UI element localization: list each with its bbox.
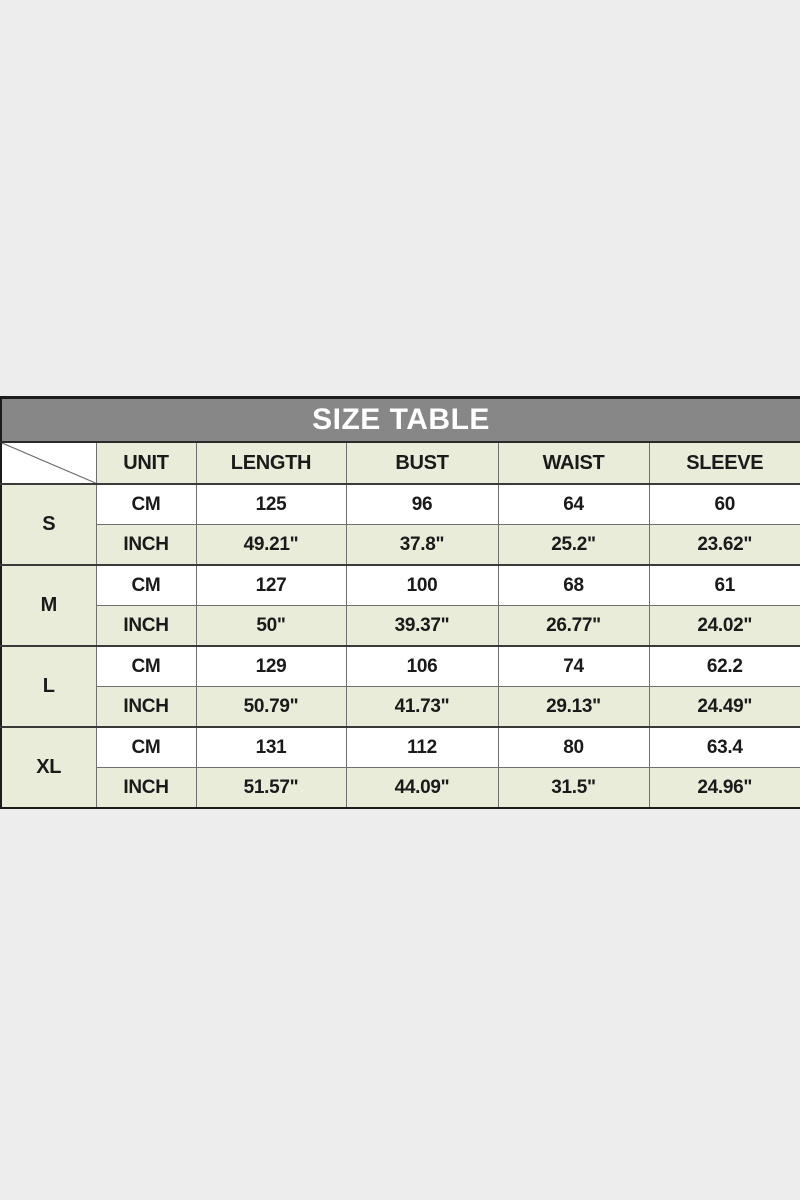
table-row-l-cm	[1, 646, 800, 687]
value-s-length-cm: 125	[196, 484, 346, 525]
value-l-waist-inch: 29.13"	[498, 687, 649, 728]
unit-label-inch: INCH	[96, 525, 196, 566]
value-s-sleeve-cm: 60	[649, 484, 800, 525]
size-label-l: L	[1, 646, 96, 727]
unit-label-inch: INCH	[96, 768, 196, 809]
size-label-xl: XL	[1, 727, 96, 808]
size-table-container	[0, 396, 800, 809]
value-xl-length-cm: 131	[196, 727, 346, 768]
unit-label-inch: INCH	[96, 687, 196, 728]
header-row	[1, 442, 800, 484]
value-m-waist-inch: 26.77"	[498, 606, 649, 647]
value-m-waist-cm: 68	[498, 565, 649, 606]
size-label-s: S	[1, 484, 96, 565]
value-m-bust-cm: 100	[346, 565, 498, 606]
table-row-xl-inch	[1, 768, 800, 809]
value-m-sleeve-cm: 61	[649, 565, 800, 606]
value-xl-bust-inch: 44.09"	[346, 768, 498, 809]
size-table	[0, 396, 800, 809]
diagonal-line-icon	[2, 443, 96, 483]
value-s-bust-inch: 37.8"	[346, 525, 498, 566]
value-xl-length-inch: 51.57"	[196, 768, 346, 809]
value-l-waist-cm: 74	[498, 646, 649, 687]
column-header-sleeve: SLEEVE	[649, 442, 800, 484]
value-l-length-cm: 129	[196, 646, 346, 687]
column-header-bust: BUST	[346, 442, 498, 484]
value-l-sleeve-cm: 62.2	[649, 646, 800, 687]
corner-diagonal-cell	[1, 442, 96, 484]
value-m-length-cm: 127	[196, 565, 346, 606]
unit-label-cm: CM	[96, 727, 196, 768]
value-s-waist-cm: 64	[498, 484, 649, 525]
value-s-waist-inch: 25.2"	[498, 525, 649, 566]
table-row-s-inch	[1, 525, 800, 566]
unit-label-cm: CM	[96, 565, 196, 606]
table-row-m-inch	[1, 606, 800, 647]
value-m-length-inch: 50"	[196, 606, 346, 647]
value-l-sleeve-inch: 24.49"	[649, 687, 800, 728]
size-label-m: M	[1, 565, 96, 646]
table-title: SIZE TABLE	[1, 398, 800, 443]
table-row-s-cm	[1, 484, 800, 525]
value-xl-sleeve-cm: 63.4	[649, 727, 800, 768]
column-header-waist: WAIST	[498, 442, 649, 484]
value-s-length-inch: 49.21"	[196, 525, 346, 566]
value-xl-waist-inch: 31.5"	[498, 768, 649, 809]
value-m-sleeve-inch: 24.02"	[649, 606, 800, 647]
value-l-length-inch: 50.79"	[196, 687, 346, 728]
value-l-bust-cm: 106	[346, 646, 498, 687]
value-xl-sleeve-inch: 24.96"	[649, 768, 800, 809]
value-s-bust-cm: 96	[346, 484, 498, 525]
table-row-xl-cm	[1, 727, 800, 768]
table-row-m-cm	[1, 565, 800, 606]
title-row	[1, 398, 800, 443]
column-header-unit: UNIT	[96, 442, 196, 484]
value-xl-waist-cm: 80	[498, 727, 649, 768]
value-xl-bust-cm: 112	[346, 727, 498, 768]
unit-label-cm: CM	[96, 646, 196, 687]
unit-label-inch: INCH	[96, 606, 196, 647]
value-l-bust-inch: 41.73"	[346, 687, 498, 728]
column-header-length: LENGTH	[196, 442, 346, 484]
table-row-l-inch	[1, 687, 800, 728]
value-m-bust-inch: 39.37"	[346, 606, 498, 647]
value-s-sleeve-inch: 23.62"	[649, 525, 800, 566]
unit-label-cm: CM	[96, 484, 196, 525]
